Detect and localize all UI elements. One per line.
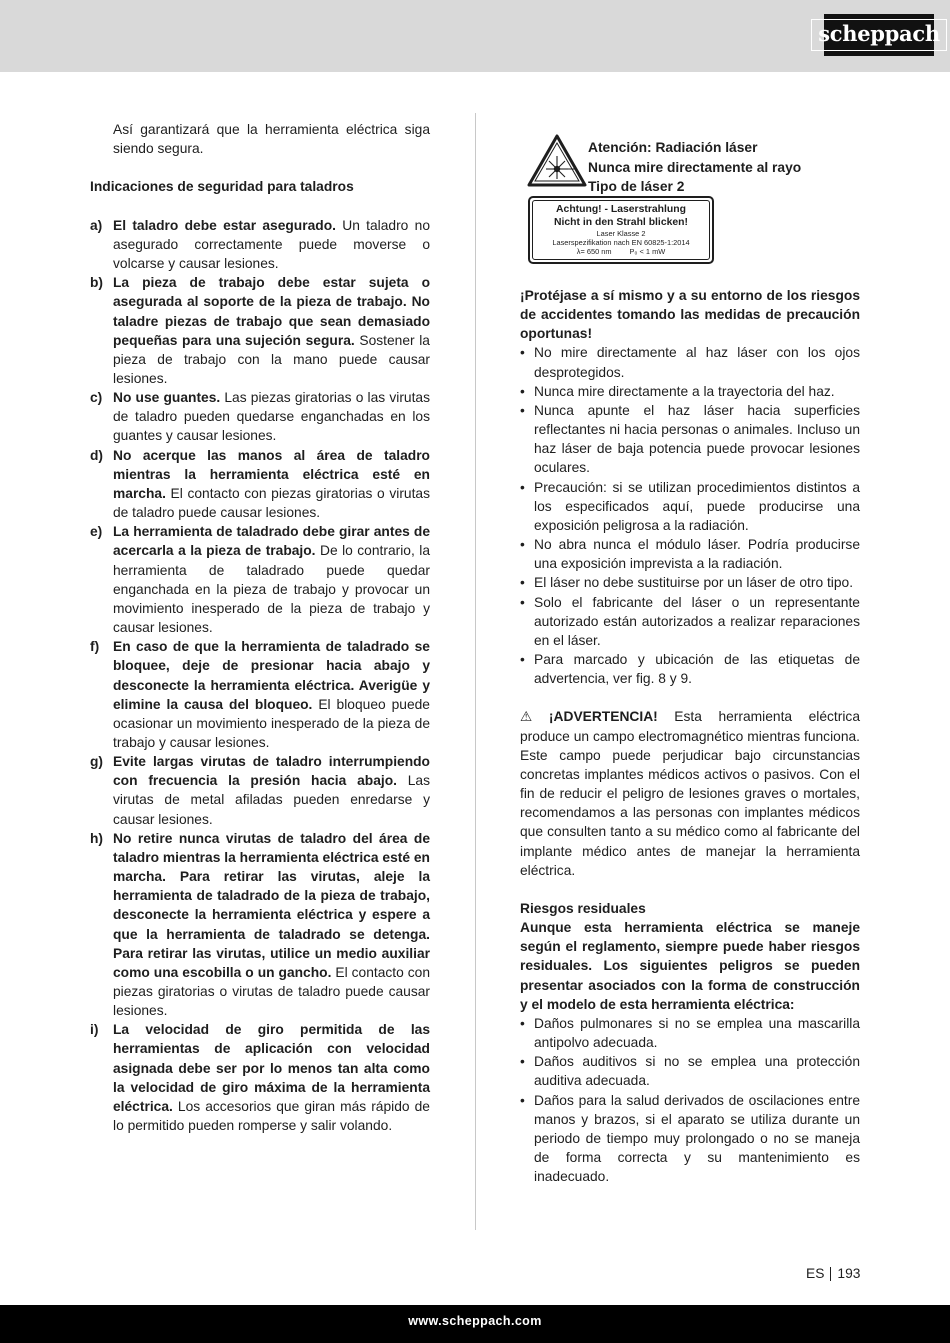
safety-item <box>90 1020 430 1135</box>
safety-item <box>90 446 430 523</box>
item-text: Sostener la pieza de trabajo con la mano puede causar lesiones. <box>113 332 430 386</box>
bullet-text: Daños pulmonares si no se emplea una mascarilla antipolvo adecuada. <box>534 1015 860 1051</box>
laser-line-3: Tipo de láser 2 <box>588 179 685 194</box>
bullet-text: Nunca mire directamente a la trayectoria del haz. <box>534 383 835 399</box>
safety-item <box>90 216 430 273</box>
bullet-text: Precaución: si se utilizan procedimientos distintos a los especificados aquí, puede producirse una exposición peligrosa a la radiación. <box>534 479 860 533</box>
laser-label <box>528 196 714 264</box>
item-label: d) <box>90 447 104 463</box>
protect-heading: ¡Protéjase a sí mismo y a su entorno de los riesgos de accidentes tomando las medidas de precaución oportunas! <box>520 288 860 342</box>
list-item: • Daños para la salud derivados de oscilaciones entre manos y brazos, si el aparato se utiliza durante un periodo de tiempo muy prolongado o no se maneja de forma correcta y su mantenimiento es inadecuado. <box>520 1091 860 1187</box>
laser-line-2: Nunca mire directamente al rayo <box>588 159 802 175</box>
list-item: • Daños auditivos si no se emplea una protección auditiva adecuada. <box>520 1052 860 1090</box>
page-num: 193 <box>837 1266 861 1281</box>
item-label: h) <box>90 830 104 846</box>
safety-item <box>90 829 430 1021</box>
list-item: • Nunca apunte el haz láser hacia superficies reflectantes ni hacia personas o animales. Incluso un haz láser de baja potencia puede provocar lesiones oculares. <box>520 401 860 478</box>
label-line-1: Achtung! - Laserstrahlung <box>556 204 686 215</box>
list-item: • El láser no debe sustituirse por un láser de otro tipo. <box>520 573 860 592</box>
laser-line-1: Atención: Radiación láser <box>588 140 758 155</box>
column-divider <box>475 113 476 1230</box>
bullet-text: No mire directamente al haz láser con los ojos desprotegidos. <box>534 345 860 380</box>
item-text: El bloqueo puede ocasionar un movimiento inesperado de la pieza de trabajo y causar lesiones. <box>113 696 430 750</box>
label-line-2: Nicht in den Strahl blicken! <box>554 216 688 228</box>
bullet-text: El láser no debe sustituirse por un láser de otro tipo. <box>534 575 854 591</box>
item-text: Un taladro no asegurado correctamente puede moverse o volcarse y causar lesiones. <box>113 217 430 272</box>
label-power: P₀ < 1 mW <box>629 247 666 256</box>
label-wavelength: λ= 650 nm <box>576 247 612 256</box>
item-text: Las virutas de metal afiladas pueden enredarse y causar lesiones. <box>113 773 430 827</box>
brand-logo-text: scheppach <box>811 19 947 51</box>
left-column <box>90 120 430 1135</box>
laser-hazard-icon <box>527 134 587 188</box>
right-column <box>520 138 860 1186</box>
bullet-text: Daños auditivos si no se emplea una protección auditiva adecuada. <box>534 1054 860 1089</box>
warning-bold: ¡ADVERTENCIA! <box>548 709 658 725</box>
item-label: i) <box>90 1022 99 1038</box>
item-text: Las piezas giratorias o las virutas de taladro pueden quedarse enganchadas en los guantes y causar lesiones. <box>113 390 430 444</box>
label-line-4: Laserspezifikation nach EN 60825-1:2014 <box>552 238 690 247</box>
page-number <box>806 1265 860 1283</box>
residual-heading: Riesgos residuales <box>520 900 646 916</box>
item-bold: No retire nunca virutas de taladro del área de taladro mientras la herramienta eléctrica esté en marcha. Para retirar las virutas, aleje la herramienta de taladrado de la pieza de trabajo, desconecte la herramienta eléctrica y espere a que la herramienta de taladrado se detenga. Para retirar las virutas, utilice un medio auxiliar como una escobilla o un gancho. <box>113 830 430 980</box>
item-bold: La pieza de trabajo debe estar sujeta o asegurada al soporte de la pieza de trabajo. No taladre piezas de trabajo que sean demasiado pequeñas para una sujeción segura. <box>113 275 430 348</box>
item-label: c) <box>90 390 103 406</box>
page-header <box>0 0 950 72</box>
item-label: g) <box>90 754 104 770</box>
laser-warning-block <box>520 138 860 196</box>
list-item: • Daños pulmonares si no se emplea una mascarilla antipolvo adecuada. <box>520 1014 860 1052</box>
list-item: • Solo el fabricante del láser o un representante autorizado están autorizados a realizar reparaciones en el láser. <box>520 593 860 650</box>
item-label: b) <box>90 275 104 291</box>
page-separator <box>830 1267 831 1281</box>
safety-item <box>90 752 430 829</box>
safety-item <box>90 388 430 445</box>
list-item: • Precaución: si se utilizan procedimientos distintos a los especificados aquí, puede producirse una exposición peligrosa a la radiación. <box>520 478 860 535</box>
list-item: • No mire directamente al haz láser con los ojos desprotegidos. <box>520 343 860 381</box>
page-footer <box>0 1305 950 1343</box>
bullet-text: Solo el fabricante del láser o un representante autorizado están autorizados a realizar reparaciones en el láser. <box>534 594 860 648</box>
item-text: Los accesorios que giran más rápido de lo permitido pueden romperse y salir volando. <box>113 1098 430 1134</box>
item-bold: Evite largas virutas de taladro interrumpiendo con frecuencia la presión hacia abajo. <box>113 754 430 789</box>
section-heading: Indicaciones de seguridad para taladros <box>90 179 354 195</box>
footer-url[interactable]: www.scheppach.com <box>408 1314 542 1328</box>
brand-logo <box>818 14 940 56</box>
item-bold: En caso de que la herramienta de taladrado se bloquee, deje de presionar hacia abajo y desconecte la herramienta eléctrica. Averigüe y elimine la causa del bloqueo. <box>113 639 430 712</box>
laser-warning-text <box>588 138 801 197</box>
item-bold: El taladro debe estar asegurado. <box>113 217 336 233</box>
safety-item <box>90 522 430 637</box>
warning-triangle-icon: ⚠ <box>520 709 533 725</box>
bullet-text: No abra nunca el módulo láser. Podría producirse una exposición imprevista a la radiación. <box>534 537 860 572</box>
page-lang: ES <box>806 1266 825 1281</box>
item-bold: No acerque las manos al área de taladro mientras la herramienta eléctrica esté en marcha. <box>113 447 430 501</box>
residual-intro: Aunque esta herramienta eléctrica se maneje según el reglamento, siempre puede haber riesgos residuales. Los siguientes peligros se pueden presentar asociados con la forma de construcción y el modelo de esta herramienta eléctrica: <box>520 920 860 1012</box>
item-label: f) <box>90 639 100 655</box>
list-item: • Nunca mire directamente a la trayectoria del haz. <box>520 382 860 401</box>
label-line-3: Laser Klasse 2 <box>596 229 646 238</box>
safety-item <box>90 637 430 752</box>
bullet-text: Para marcado y ubicación de las etiquetas de advertencia, ver fig. 8 y 9. <box>534 651 860 687</box>
list-item: • No abra nunca el módulo láser. Podría producirse una exposición imprevista a la radiación. <box>520 535 860 573</box>
item-label: a) <box>90 217 103 233</box>
item-text: De lo contrario, la herramienta de taladrado puede quedar enganchada en la pieza de trabajo y provocar un movimiento inesperado de la pieza de trabajo y causar lesiones. <box>113 543 430 636</box>
item-bold: La herramienta de taladrado debe girar antes de acercarla a la pieza de trabajo. <box>113 524 430 559</box>
bullet-text: Nunca apunte el haz láser hacia superficies reflectantes ni hacia personas o animales. Incluso un haz láser de baja potencia puede provocar lesiones oculares. <box>534 402 860 476</box>
safety-item <box>90 273 430 388</box>
item-text: El contacto con piezas giratorias o virutas de taladro puede causar lesiones. <box>113 964 430 1019</box>
item-label: e) <box>90 524 103 540</box>
item-text: El contacto con piezas giratorias o virutas de taladro puede causar lesiones. <box>113 485 430 521</box>
bullet-text: Daños para la salud derivados de oscilaciones entre manos y brazos, si el aparato se utiliza durante un periodo de tiempo muy prolongado o no se maneja de forma correcta y su mantenimiento es inadecuado. <box>534 1092 860 1185</box>
list-item: • Para marcado y ubicación de las etiquetas de advertencia, ver fig. 8 y 9. <box>520 650 860 688</box>
warning-text: Esta herramienta eléctrica produce un campo electromagnético mientras funciona. Este campo puede perjudicar bajo circunstancias concretas implantes médicos activos o pasivos. Con el fin de reducir el peligro de lesiones graves o mortales, recomendamos a las personas con implantes médicos que consulten tanto a su médico como al fabricante del implante médico antes de manejar la herramienta eléctrica. <box>520 709 860 878</box>
item-bold: La velocidad de giro permitida de las herramientas de aplicación con velocidad asignada debe ser por lo menos tan alta como la velocidad de giro máxima de la herramienta eléctrica. <box>113 1022 430 1114</box>
warning-paragraph <box>520 707 860 879</box>
item-bold: No use guantes. <box>113 390 221 406</box>
intro-paragraph: Así garantizará que la herramienta eléctrica siga siendo segura. <box>113 122 430 157</box>
